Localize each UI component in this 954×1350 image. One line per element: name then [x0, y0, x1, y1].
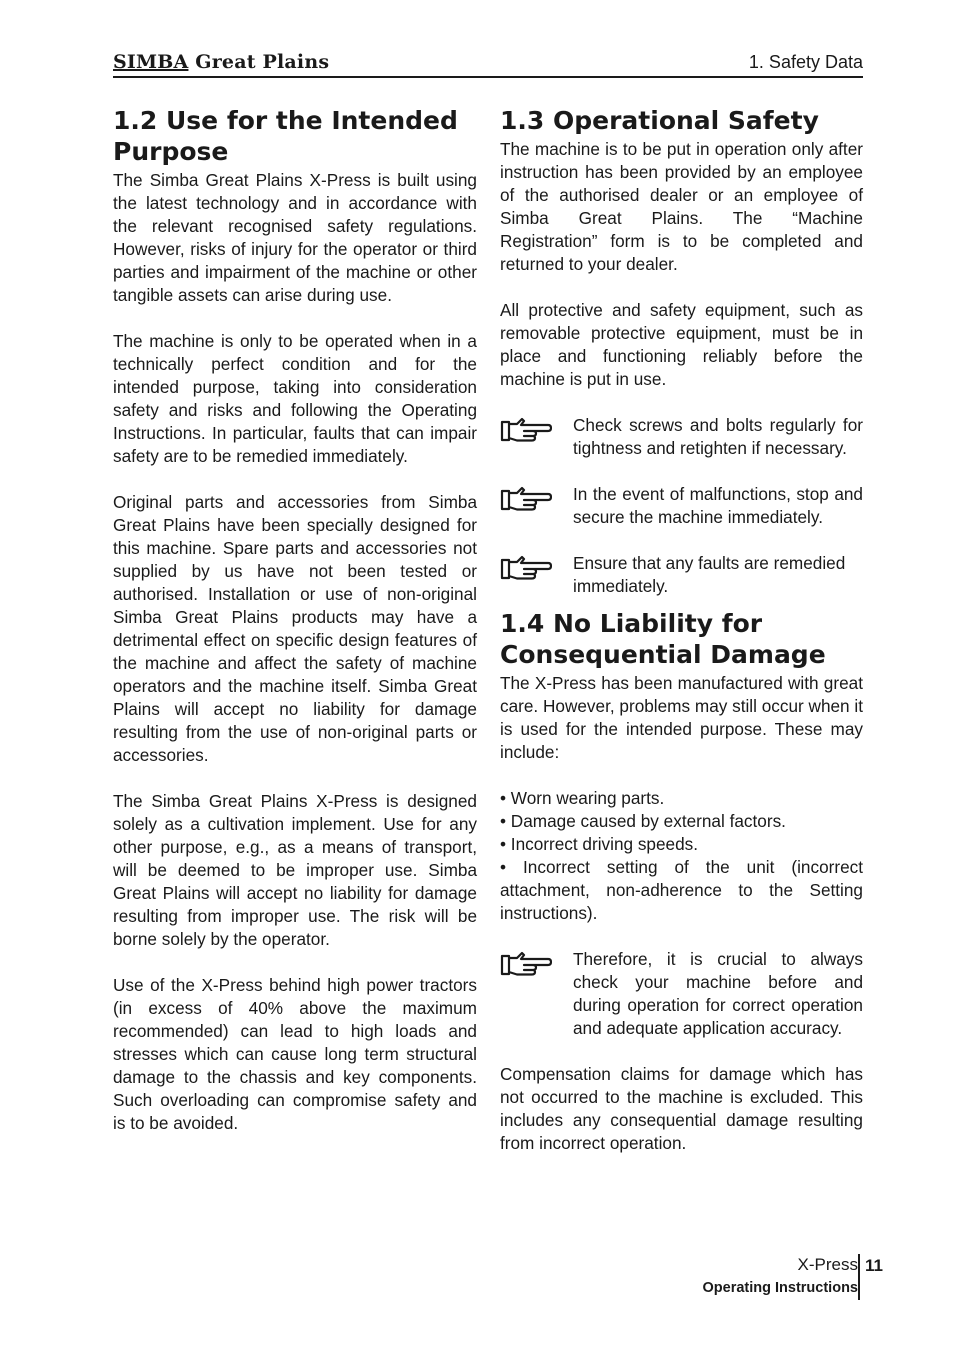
- paragraph: The X-Press has been manufactured with great care. However, problems may still occur when it is used for the intended purpose. These may include:: [500, 673, 863, 762]
- paragraph: The Simba Great Plains X-Press is built using the latest technology and in accordance with the relevant recognised safety regulations. However, risks of injury for the operator or third parties and impairment of the machine or other tangible assets can arise during use.: [113, 170, 477, 305]
- list-item: • Incorrect driving speeds.: [500, 833, 863, 856]
- list-item: • Worn wearing parts.: [500, 787, 863, 810]
- left-column: [113, 105, 477, 1135]
- section-1-2-title: 1.2 Use for the Intended Purpose: [113, 106, 458, 166]
- paragraph: Use of the X-Press behind high power tractors (in excess of 40% above the maximum recommended) can lead to high loads and stresses which can cause long term structural damage to the chassis and key components. Such overloading can compromise safety and is to be avoided.: [113, 975, 477, 1133]
- note-text: Ensure that any faults are remedied immediately.: [573, 553, 846, 596]
- note-text: Check screws and bolts regularly for tightness and retighten if necessary.: [573, 415, 863, 458]
- pointing-hand-icon: [500, 552, 573, 584]
- paragraph: Original parts and accessories from Simba Great Plains have been specially designed for this machine. Spare parts and accessories not supplied by us have not been tested or authorised. Installation or use of non-original Simba Great Plains products may have a detrimental effect on specific design features of the machine and affect the safety of machine operators and the machine itself. Simba Great Plains will accept no liability for damage resulting from the use of non-original parts or accessories.: [113, 492, 477, 765]
- paragraph: Compensation claims for damage which has not occurred to the machine is excluded. This includes any consequential damage resulting from incorrect operation.: [500, 1064, 863, 1153]
- footer-divider: [858, 1254, 860, 1300]
- safety-note: [500, 414, 863, 460]
- brand-logo: [113, 51, 329, 73]
- brand-great-plains: Great Plains: [188, 51, 330, 73]
- note-text: In the event of malfunctions, stop and secure the machine immediately.: [573, 484, 863, 527]
- section-1-3-title: 1.3 Operational Safety: [500, 106, 819, 135]
- list-item: • Damage caused by external factors.: [500, 810, 863, 833]
- note-text: Therefore, it is crucial to always check your machine before and during operation for correct operation and adequate application accuracy.: [573, 949, 863, 1038]
- safety-note: [500, 552, 863, 598]
- section-label: 1. Safety Data: [748, 52, 863, 72]
- page-footer: [703, 1254, 859, 1300]
- paragraph: The machine is only to be operated when in a technically perfect condition and for the intended purpose, taking into consideration safety and risks and following the Operating Instructions. In particular, faults that can impair safety are to be remedied immediately.: [113, 331, 477, 466]
- safety-note: [500, 948, 863, 1040]
- paragraph: The machine is to be put in operation only after instruction has been provided by an employee of the authorised dealer or an employee of Simba Great Plains. The “Machine Registration” form is to be completed and returned to your dealer.: [500, 139, 863, 274]
- problem-list: [500, 787, 863, 925]
- list-item: • Incorrect setting of the unit (incorrect attachment, non-adherence to the Setting instructions).: [500, 856, 863, 925]
- right-column: [500, 105, 863, 1155]
- pointing-hand-icon: [500, 948, 573, 980]
- paragraph: The Simba Great Plains X-Press is designed solely as a cultivation implement. Use for any other purpose, e.g., as a means of transport, will be deemed to be improper use. Simba Great Plains will accept no liability for damage resulting from improper use. The risk will be borne solely by the operator.: [113, 791, 477, 949]
- footer-product: X-Press: [797, 1255, 858, 1274]
- brand-simba: SIMBA: [113, 51, 189, 73]
- paragraph: All protective and safety equipment, such as removable protective equipment, must be in place and functioning reliably before the machine is put in use.: [500, 300, 863, 389]
- pointing-hand-icon: [500, 483, 573, 515]
- pointing-hand-icon: [500, 414, 573, 446]
- footer-doc-type: Operating Instructions: [702, 1280, 858, 1296]
- safety-note: [500, 483, 863, 529]
- page-header: [113, 48, 863, 78]
- section-1-4-title: 1.4 No Liability for Consequential Damage: [500, 609, 826, 669]
- page-number: 11: [865, 1256, 883, 1275]
